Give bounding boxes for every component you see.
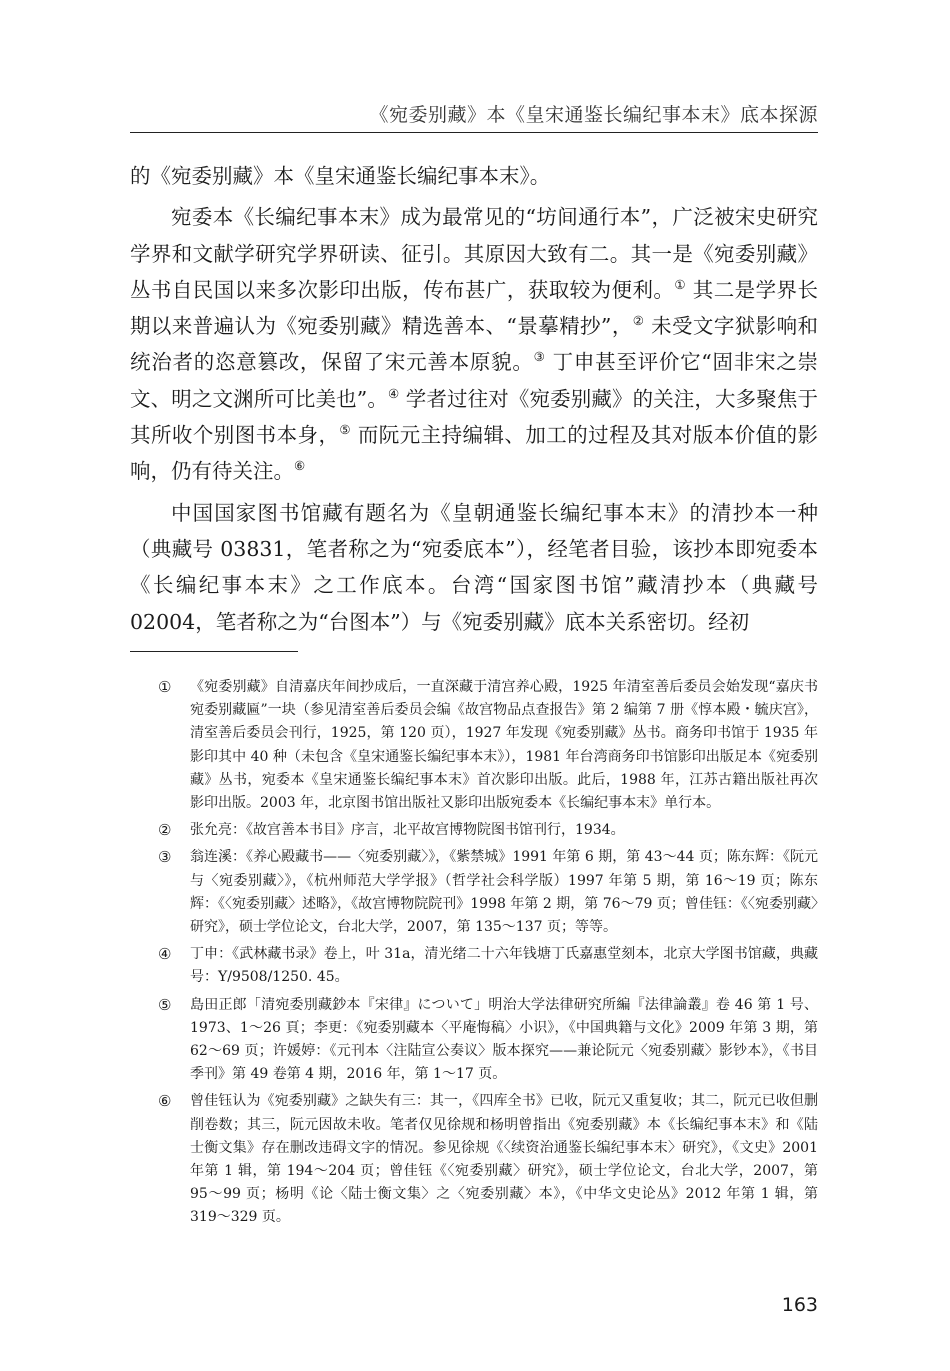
body-paragraph xyxy=(130,158,818,194)
footnote-mark: ⑥ xyxy=(158,1092,172,1111)
footnote-reference[interactable]: ⑥ xyxy=(294,459,306,474)
footnote xyxy=(130,943,818,989)
paragraph-text: 中国国家图书馆藏有题名为《皇朝通鉴长编纪事本末》的清抄本一种（典藏号 03831，笔者称之为“宛委底本”），经笔者目验，该抄本即宛委本《长编纪事本末》之工作底本。台湾“国家图书馆”藏清抄本（典藏号 02004，笔者称之为“台图本”）与《宛委别藏》底本关系密切。经初 xyxy=(130,500,818,634)
footnote-reference[interactable]: ② xyxy=(632,314,645,329)
footnote-mark: ③ xyxy=(158,848,172,867)
footnote-rule xyxy=(130,651,298,652)
page-number: 163 xyxy=(781,1294,818,1316)
footnote-text: 丁申：《武林藏书录》卷上，叶 31a，清光绪二十六年钱塘丁氏嘉惠堂刻本，北京大学图书馆藏，典藏号：Y/9508/1250. 45。 xyxy=(190,946,818,986)
body-text xyxy=(130,158,818,640)
footnote-mark: ① xyxy=(158,678,172,696)
footnotes xyxy=(130,676,818,1234)
footnote-reference[interactable]: ③ xyxy=(533,350,546,365)
paragraph-text: 宛委本《长编纪事本末》成为最常见的“坊间通行本”，广泛被宋史研究学界和文献学研究学界研读、征引。其原因大致有二。其一是《宛委别藏》丛书自民国以来多次影印出版，传布甚广，获取较为便利。 xyxy=(130,205,818,302)
footnote-text: 島田正郎「清宛委別藏鈔本『宋律』について」明治大学法律研究所編『法律論叢』卷 46 第 1 号、1973、1～26 頁；李更：《宛委别藏本〈平庵悔稿〉小识》，《中国典籍与文化》2009 年第 3 期，第 62～69 页；许媛婷：《元刊本〈注陆宣公奏议〉版本探究——兼论阮元〈宛委别藏〉影钞本》，《书目季刊》第 49 卷第 4 期，2016 年，第 1～17 页。 xyxy=(190,996,818,1083)
footnote xyxy=(130,819,818,842)
footnote-text: 《宛委别藏》自清嘉庆年间抄成后，一直深藏于清宫养心殿，1925 年清室善后委员会始发现“嘉庆书宛委别藏匾”一块（参见清室善后委员会编《故宫物品点查报告》第 2 编第 7 册《惇本殿・毓庆宫》，清室善后委员会刊行，1925，第 120 页），1927 年发现《宛委别藏》丛书。商务印书馆于 1935 年影印其中 40 种（未包含《皇宋通鉴长编纪事本末》），1981 年台湾商务印书馆影印出版足本《宛委别藏》丛书，宛委本《皇宋通鉴长编纪事本末》首次影印出版。此后，1988 年，江苏古籍出版社再次影印出版。2003 年，北京图书馆出版社又影印出版宛委本《长编纪事本末》单行本。 xyxy=(190,679,818,812)
footnote-reference[interactable]: ④ xyxy=(388,386,400,401)
paragraph-text: 而阮元主持编辑、加工的过程及其对版本价值的影响，仍有待关注。 xyxy=(130,423,819,484)
body-paragraph xyxy=(130,199,818,489)
footnote-mark: ② xyxy=(158,821,172,840)
paragraph-text: 未受文字狱影响和统治者的恣意篡改，保留了宋元善本原貌。 xyxy=(130,314,818,375)
footnote-text: 曾佳钰认为《宛委别藏》之缺失有三：其一，《四库全书》已收，阮元又重复收；其二，阮元已收但删削卷数；其三，阮元因故未收。笔者仅见徐规和杨明曾指出《宛委别藏》本《长编纪事本末》和《陆士衡文集》存在删改违碍文字的情况。参见徐规《〈续资治通鉴长编纪事本末〉研究》，《文史》2001 年第 1 辑，第 194～204 页；曾佳钰《〈宛委别藏〉研究》，硕士学位论文，台北大学，2007，第 95～99 页；杨明《论〈陆士衡文集〉之〈宛委别藏〉本》，《中华文史论丛》2012 年第 1 辑，第 319～329 页。 xyxy=(190,1093,818,1226)
header-rule xyxy=(130,132,818,133)
footnote xyxy=(130,1090,818,1229)
footnote-text: 翁连溪：《养心殿藏书——〈宛委别藏〉》，《紫禁城》1991 年第 6 期，第 43～44 页；陈东辉：《阮元与〈宛委别藏〉》，《杭州师范大学学报》（哲学社会科学版）1997 年第 5 期，第 16～19 页；陈东辉：《〈宛委别藏〉述略》，《故宫博物院院刊》1998 年第 2 期，第 76～79 页；曾佳钰：《〈宛委别藏〉研究》，硕士学位论文，台北大学，2007，第 135～137 页；等等。 xyxy=(190,849,818,936)
footnote-reference[interactable]: ① xyxy=(674,278,686,293)
footnote xyxy=(130,676,818,815)
paragraph-text: 丁申甚至评价它“固非宋之崇文、明之文渊所可比美也”。 xyxy=(130,350,818,411)
running-head: 《宛委别藏》本《皇宋通鉴长编纪事本末》底本探源 xyxy=(369,104,818,126)
body-paragraph xyxy=(130,495,818,640)
paragraph-text: 学者过往对《宛委别藏》的关注，大多聚焦于其所收个别图书本身， xyxy=(130,386,819,448)
footnote-mark: ④ xyxy=(158,945,172,964)
footnote-text: 张允亮：《故宫善本书目》序言，北平故宫博物院图书馆刊行，1934。 xyxy=(190,822,625,839)
footnote-reference[interactable]: ⑤ xyxy=(339,423,351,438)
footnote xyxy=(130,994,818,1087)
paragraph-text: 的《宛委别藏》本《皇宋通鉴长编纪事本末》。 xyxy=(130,164,551,188)
footnote-mark: ⑤ xyxy=(158,995,172,1014)
paragraph-text: 其二是学界长期以来普遍认为《宛委别藏》精选善本、“景摹精抄”， xyxy=(130,277,818,339)
footnote xyxy=(130,846,818,939)
